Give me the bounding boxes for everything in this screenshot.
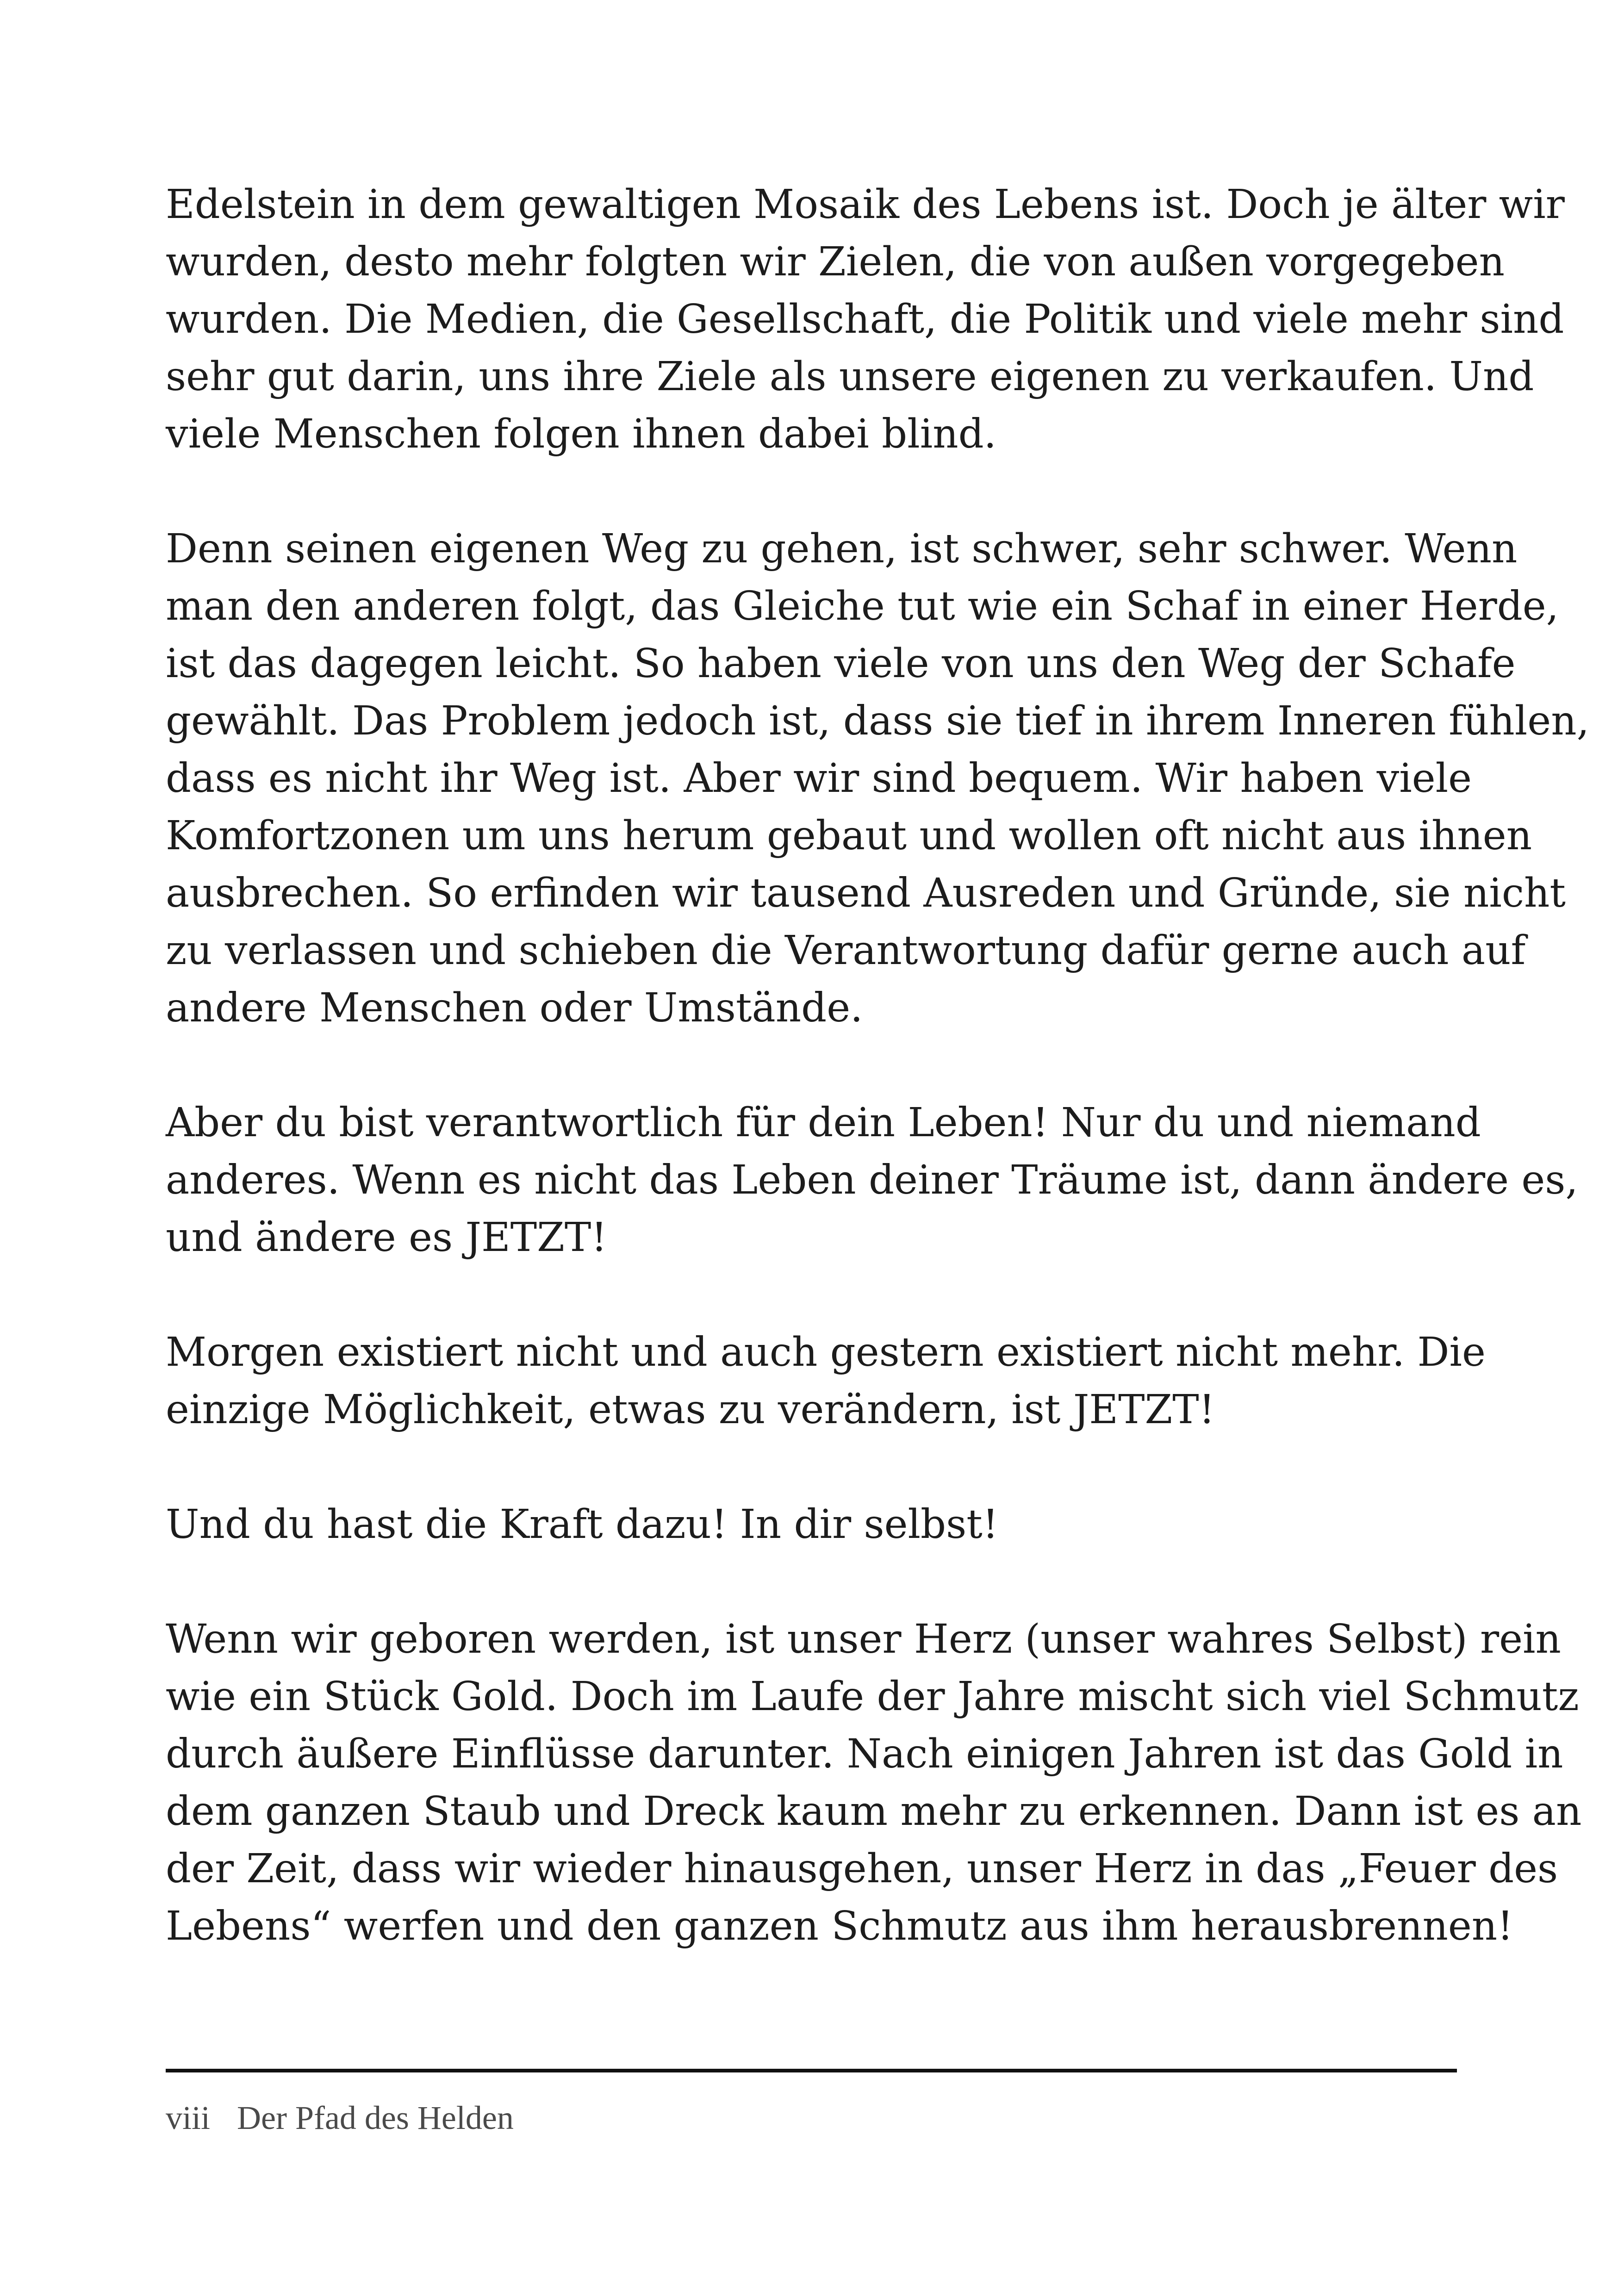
text-line: man den anderen folgt, das Gleiche tut wie ein Schaf in einer Herde, (166, 583, 1559, 629)
text-line: dass es nicht ihr Weg ist. Aber wir sind bequem. Wir haben viele (166, 755, 1472, 802)
paragraph (166, 176, 1565, 463)
paragraph (166, 1496, 1457, 1553)
text-line: anderes. Wenn es nicht das Leben deiner Träume ist, dann ändere es, (166, 1157, 1578, 1203)
text-line: andere Menschen oder Umstände. (166, 985, 863, 1031)
page-number: viii (166, 2099, 211, 2136)
text-line: Wenn wir geboren werden, ist unser Herz (unser wahres Selbst) rein (166, 1616, 1561, 1662)
text-line: zu verlassen und schieben die Verantwortung dafür gerne auch auf (166, 927, 1526, 974)
text-line: dem ganzen Staub und Dreck kaum mehr zu erkennen. Dann ist es an (166, 1788, 1582, 1835)
text-line: viele Menschen folgen ihnen dabei blind. (166, 411, 996, 457)
text-line: Denn seinen eigenen Weg zu gehen, ist schwer, sehr schwer. Wenn (166, 526, 1518, 572)
text-line: durch äußere Einflüsse darunter. Nach einigen Jahren ist das Gold in (166, 1731, 1563, 1777)
body-text (166, 176, 1589, 2012)
text-line: wurden, desto mehr folgten wir Zielen, die von außen vorgegeben (166, 239, 1505, 285)
text-line: ausbrechen. So erfinden wir tausend Ausreden und Gründe, sie nicht (166, 870, 1566, 916)
page-footer (166, 2099, 514, 2137)
paragraph (166, 1611, 1582, 1955)
text-line: Komfortzonen um uns herum gebaut und wollen oft nicht aus ihnen (166, 813, 1532, 859)
footer-rule (166, 2069, 1457, 2072)
text-line: Morgen existiert nicht und auch gestern existiert nicht mehr. Die (166, 1329, 1486, 1375)
text-line: Und du hast die Kraft dazu! In dir selbst! (166, 1501, 999, 1548)
text-line: sehr gut darin, uns ihre Ziele als unsere eigenen zu verkaufen. Und (166, 354, 1534, 400)
text-line: einzige Möglichkeit, etwas zu verändern, ist JETZT! (166, 1387, 1215, 1433)
paragraph (166, 1094, 1578, 1266)
text-line: wurden. Die Medien, die Gesellschaft, die Politik und viele mehr sind (166, 296, 1564, 342)
text-line: gewählt. Das Problem jedoch ist, dass sie tief in ihrem Inneren fühlen, (166, 698, 1589, 744)
text-line: Aber du bist verantwortlich für dein Leben! Nur du und niemand (166, 1100, 1481, 1146)
text-line: und ändere es JETZT! (166, 1214, 607, 1261)
text-line: wie ein Stück Gold. Doch im Laufe der Jahre mischt sich viel Schmutz (166, 1674, 1579, 1720)
paragraph (166, 520, 1589, 1037)
text-line: der Zeit, dass wir wieder hinausgehen, unser Herz in das „Feuer des (166, 1846, 1558, 1892)
text-line: Edelstein in dem gewaltigen Mosaik des Lebens ist. Doch je älter wir (166, 181, 1565, 228)
text-line: ist das dagegen leicht. So haben viele von uns den Weg der Schafe (166, 641, 1516, 687)
paragraph (166, 1324, 1486, 1438)
running-title: Der Pfad des Helden (237, 2099, 514, 2136)
text-line: Lebens“ werfen und den ganzen Schmutz aus ihm herausbrennen! (166, 1903, 1513, 1949)
